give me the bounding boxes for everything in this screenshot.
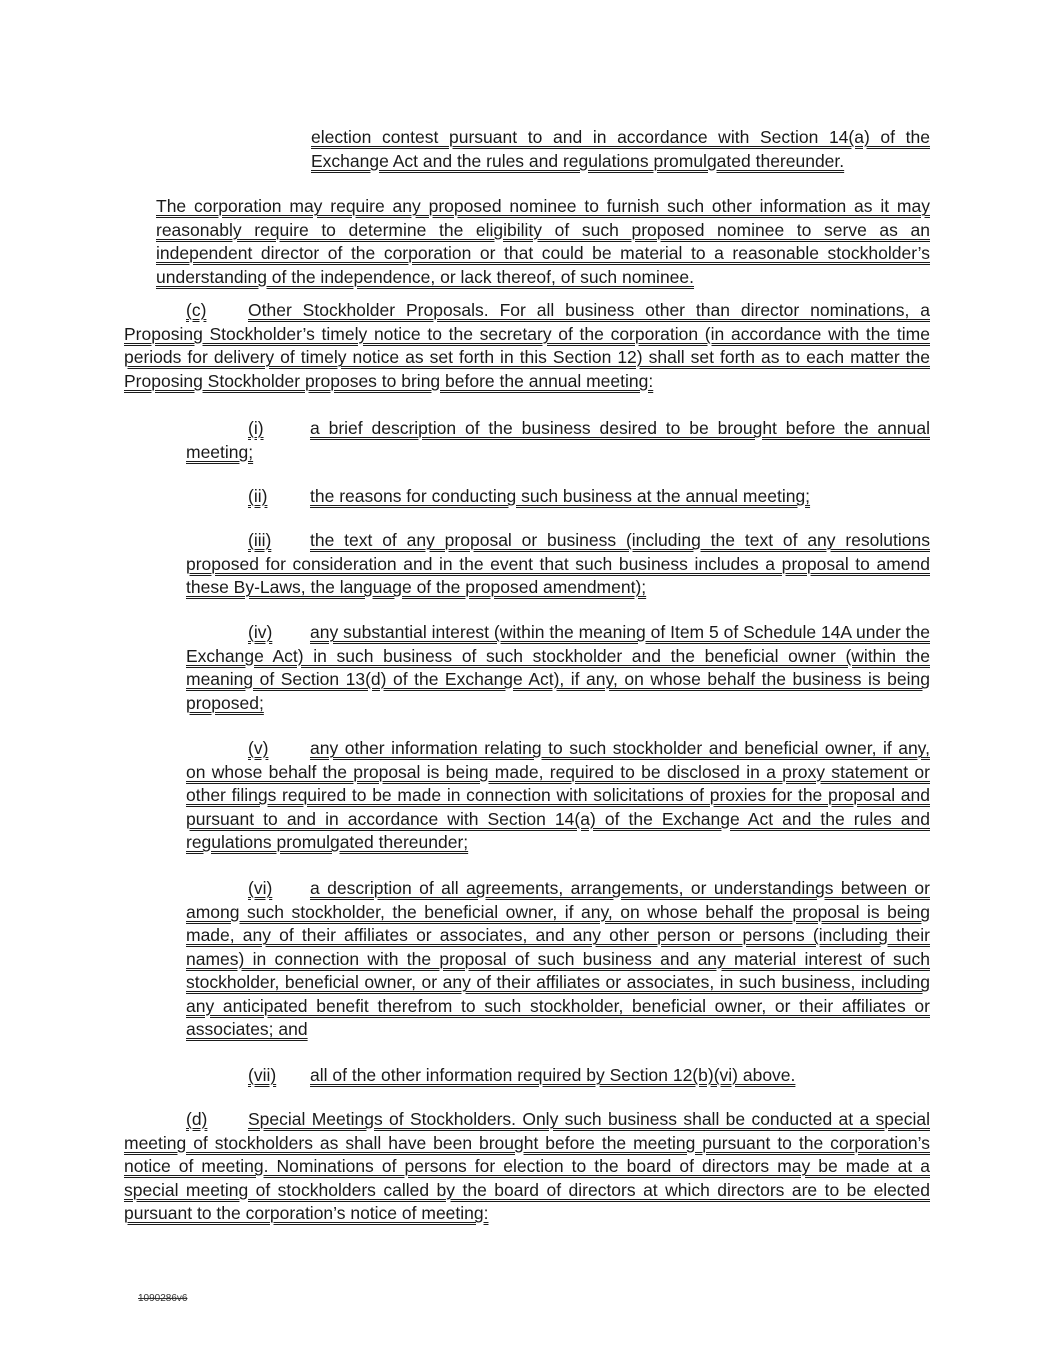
section-d xyxy=(124,1108,930,1226)
list-item-iii xyxy=(186,529,930,600)
list-item-vi xyxy=(186,877,930,1042)
section-label: (c) xyxy=(186,300,207,320)
item-text: a brief description of the business desired to be brought before the annual meeting; xyxy=(186,418,930,462)
item-label: (vi) xyxy=(248,878,273,898)
item-text: any substantial interest (within the meaning of Item 5 of Schedule 14A under the Exchange Act) in such business of such stockholder and the beneficial owner (within the meaning of Section 13(d) of the Exchange Act), if any, on whose behalf the business is being proposed; xyxy=(186,622,930,713)
list-item-i xyxy=(186,417,930,464)
section-c xyxy=(124,299,930,393)
item-text: the text of any proposal or business (including the text of any resolutions proposed for consideration and in the event that such business includes a proposal to amend these By-Laws, the language of the proposed amendment); xyxy=(186,530,930,597)
paragraph-continuation xyxy=(311,126,930,173)
item-label: (v) xyxy=(248,738,269,758)
list-item-iv xyxy=(186,621,930,715)
item-label: (iii) xyxy=(248,530,272,550)
item-label: (ii) xyxy=(248,486,268,506)
item-text: a description of all agreements, arrangements, or understandings between or among such stockholder, the beneficial owner, if any, on whose behalf the proposal is being made, any of their affiliates or associates, and any other person or persons (including their names) in connection with the proposal of such business and any material interest of such stockholder, beneficial owner, or any of their affiliates or associates, in such business, including any anticipated benefit therefrom to such stockholder, beneficial owner, or their affiliates or associates; and xyxy=(186,878,930,1039)
section-label: (d) xyxy=(186,1109,208,1129)
item-text: any other information relating to such stockholder and beneficial owner, if any, on whose behalf the proposal is being made, required to be disclosed in a proxy statement or other filings required to be made in connection with solicitations of proxies for the proposal and pursuant to and in accordance with Section 14(a) of the Exchange Act and the rules and regulations promulgated thereunder; xyxy=(186,738,930,852)
section-text: Other Stockholder Proposals. For all business other than director nominations, a Proposing Stockholder’s timely notice to the secretary of the corporation (in accordance with the time periods for delivery of timely notice as set forth in this Section 12) shall set forth as to each matter the Proposing Stockholder proposes to bring before the annual meeting: xyxy=(124,300,930,391)
paragraph-nominee-information xyxy=(156,195,930,289)
list-item-vii xyxy=(186,1064,930,1088)
document-id: 1090286v6 xyxy=(138,1293,188,1304)
section-text: Special Meetings of Stockholders. Only such business shall be conducted at a special meeting of stockholders as shall have been brought before the meeting pursuant to the corporation’s notice of meeting. Nominations of persons for election to the board of directors may be made at a special meeting of stockholders called by the board of directors at which directors are to be elected pursuant to the corporation’s notice of meeting: xyxy=(124,1109,930,1223)
item-text: all of the other information required by Section 12(b)(vi) above. xyxy=(310,1065,796,1085)
paragraph-text: election contest pursuant to and in accordance with Section 14(a) of the Exchange Act and the rules and regulations promulgated thereunder. xyxy=(311,127,930,171)
paragraph-text: The corporation may require any proposed nominee to furnish such other information as it may reasonably require to determine the eligibility of such proposed nominee to serve as an independent director of the corporation or that could be material to a reasonable stockholder’s understanding of the independence, or lack thereof, of such nominee. xyxy=(156,196,930,287)
item-label: (i) xyxy=(248,418,264,438)
list-item-ii xyxy=(186,485,930,509)
item-label: (vii) xyxy=(248,1065,277,1085)
item-label: (iv) xyxy=(248,622,273,642)
item-text: the reasons for conducting such business at the annual meeting; xyxy=(310,486,811,506)
list-item-v xyxy=(186,737,930,855)
